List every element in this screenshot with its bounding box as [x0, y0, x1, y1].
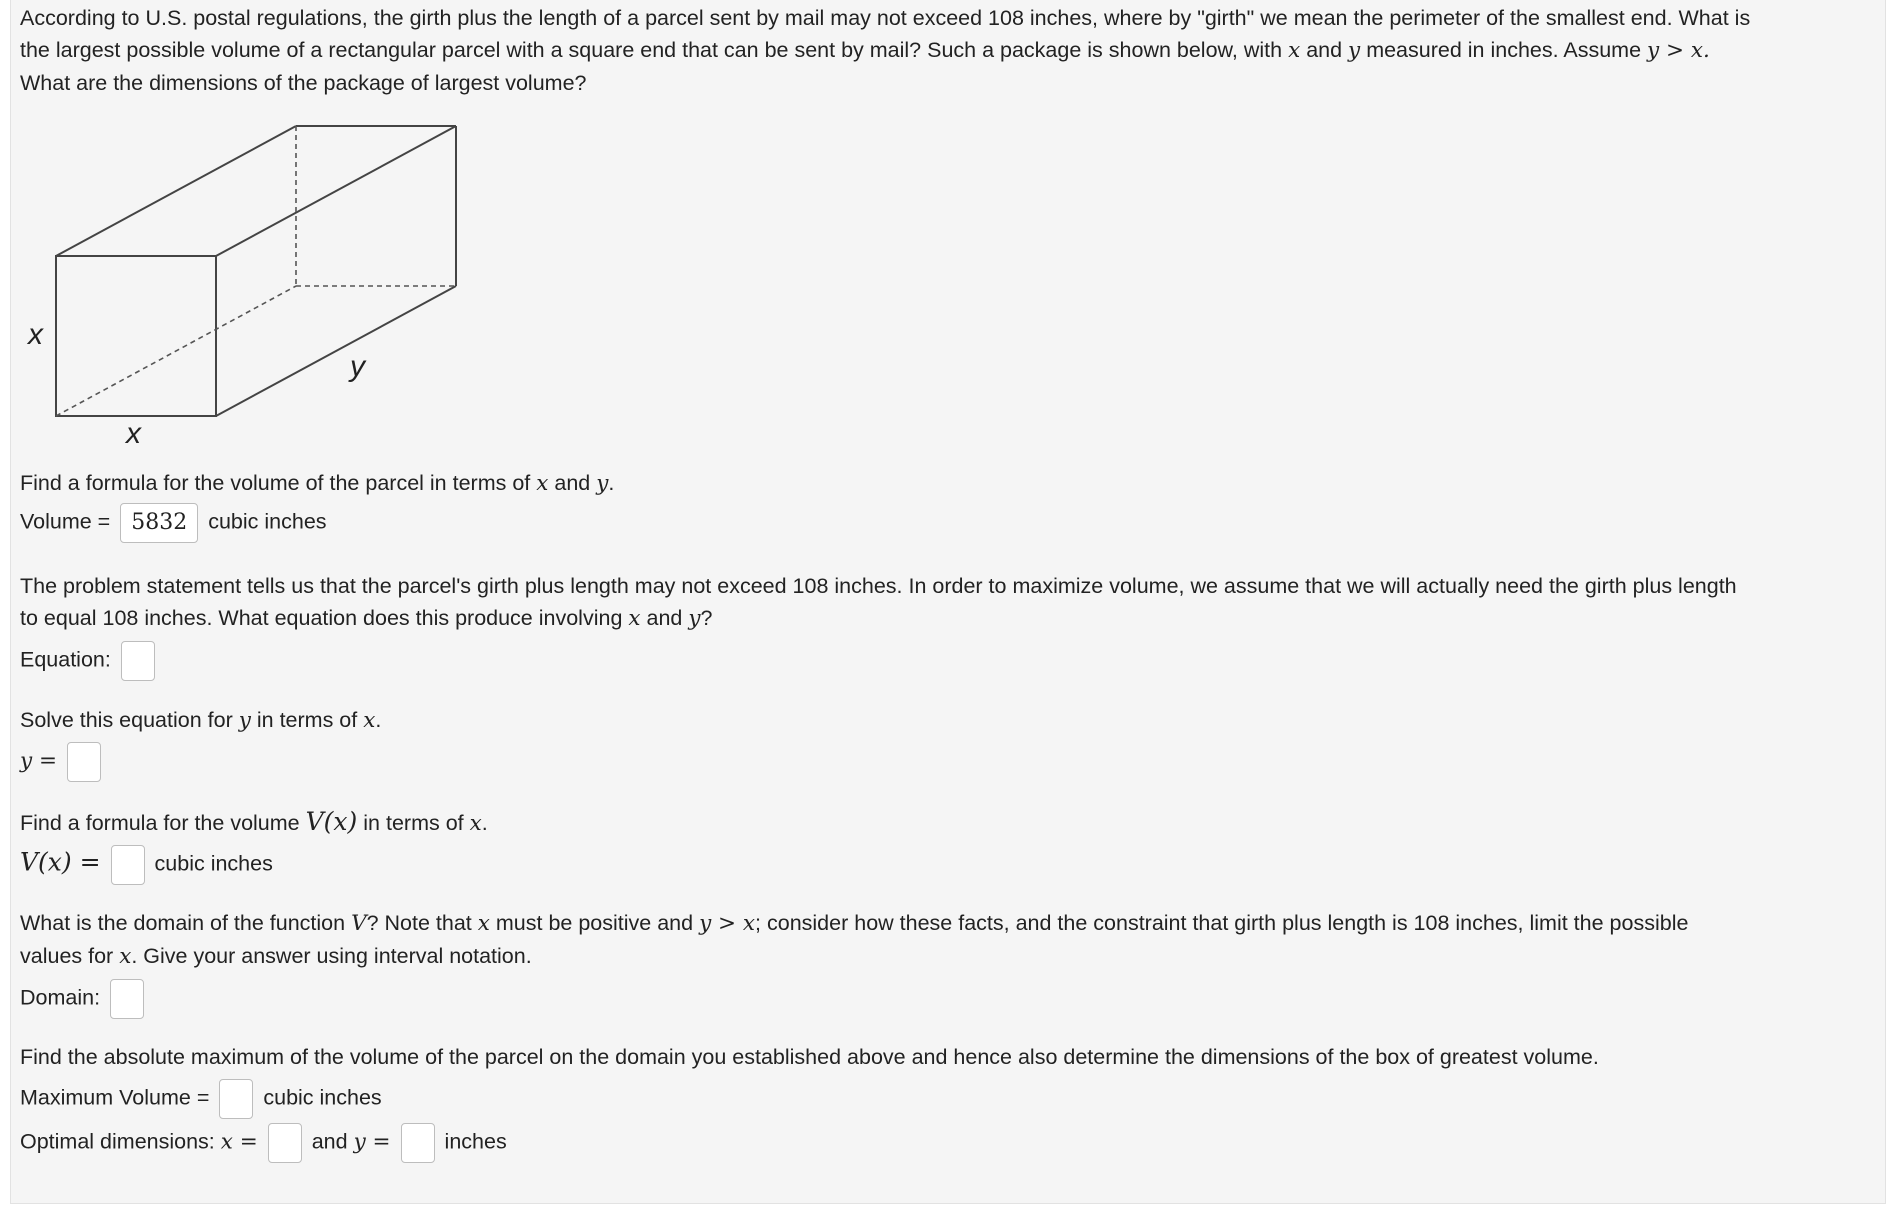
- domain-text-2a: values for: [20, 944, 114, 968]
- label-y: y: [350, 350, 365, 383]
- hidden-bottom-left-edge: [56, 286, 296, 416]
- domain-text-1c: must be positive and: [495, 911, 694, 935]
- equation-label: Equation:: [20, 647, 111, 672]
- volume-fn-label: V(x) =: [20, 847, 101, 877]
- domain-text-1b: ? Note that: [366, 911, 472, 935]
- equation-text-2c: ?: [700, 606, 713, 630]
- equation-text-2a: to equal 108 inches. What equation does this produce involving: [20, 606, 623, 630]
- front-face: [56, 256, 216, 416]
- volume-input[interactable]: 5832: [120, 503, 198, 543]
- problem-intro-text-3: What are the dimensions of the package of largest volume?: [20, 71, 587, 95]
- maximum-text: Find the absolute maximum of the volume of the parcel on the domain you established above and hence also determine the dimensions of the box of greatest volume.: [20, 1045, 1599, 1069]
- equation-text-line-1: [20, 573, 1737, 599]
- maximum-volume-row: [20, 1079, 382, 1119]
- top-left-edge: [56, 126, 296, 256]
- problem-intro-line-1: [20, 5, 1750, 31]
- var-x: x: [469, 811, 482, 836]
- optimal-x-label: x =: [220, 1129, 258, 1155]
- optimal-y-label: y =: [353, 1129, 391, 1155]
- solve-y-prompt: [20, 707, 381, 734]
- solve-y-label: y =: [20, 748, 57, 774]
- equation-row: [20, 641, 159, 681]
- maximum-volume-unit: cubic inches: [263, 1085, 382, 1110]
- domain-text-1a: What is the domain of the function: [20, 911, 346, 935]
- problem-intro-text-2a: the largest possible volume of a rectangular parcel with a square end that can be sent by mail? Such a package is shown below, with: [20, 38, 1283, 62]
- domain-text-line-1: [20, 910, 1688, 937]
- volume-fn-prompt: [20, 809, 488, 837]
- optimal-x-input[interactable]: [268, 1123, 302, 1163]
- optimal-dimensions-row: [20, 1123, 507, 1163]
- parcel-diagram: [16, 118, 476, 458]
- problem-intro-text-2c: measured in inches. Assume: [1366, 38, 1642, 62]
- label-x-side: x: [28, 318, 43, 351]
- volume-prompt-end: .: [608, 471, 615, 495]
- solve-y-row: [20, 742, 105, 782]
- solve-y-text-b: in terms of: [256, 708, 358, 732]
- optimal-dimensions-unit: inches: [444, 1129, 507, 1154]
- domain-text-line-2: [20, 943, 532, 970]
- var-x: x: [363, 708, 376, 733]
- domain-text-1d: ; consider how these facts, and the constraint that girth plus length is 108 inches, limit the possible: [755, 911, 1689, 935]
- equation-input[interactable]: [121, 641, 155, 681]
- top-right-edge: [216, 126, 456, 256]
- problem-intro-text-2b: and: [1306, 38, 1343, 62]
- maximum-volume-input[interactable]: [219, 1079, 253, 1119]
- domain-input[interactable]: [110, 979, 144, 1019]
- var-y: y: [688, 606, 701, 631]
- problem-intro-line-3: [20, 70, 587, 96]
- assume-expression: y > x.: [1647, 38, 1710, 63]
- optimal-y-input[interactable]: [401, 1123, 435, 1163]
- volume-fn-text-a: Find a formula for the volume: [20, 811, 300, 835]
- volume-fn-row: [20, 845, 273, 885]
- var-y: y: [1348, 38, 1361, 63]
- var-y: y: [238, 708, 251, 733]
- var-x: x: [119, 944, 132, 969]
- label-x-bottom: x: [126, 417, 141, 450]
- solve-y-text-a: Solve this equation for: [20, 708, 233, 732]
- volume-row: [20, 503, 327, 543]
- volume-fn-input[interactable]: [111, 845, 145, 885]
- volume-fn-text-b: in terms of: [363, 811, 464, 835]
- volume-fn-unit: cubic inches: [154, 851, 273, 876]
- volume-fn-symbol: V(x): [305, 807, 358, 836]
- maximum-text-line: [20, 1044, 1599, 1070]
- domain-expression: y > x: [699, 911, 756, 936]
- solve-y-text-c: .: [375, 708, 382, 732]
- equation-text-line-2: [20, 605, 713, 632]
- problem-intro-line-2: [20, 37, 1710, 64]
- volume-prompt-text-a: Find a formula for the volume of the parcel in terms of: [20, 471, 531, 495]
- var-y: y: [596, 471, 609, 496]
- domain-var-v: V: [351, 911, 367, 936]
- var-x: x: [477, 911, 490, 936]
- volume-unit: cubic inches: [208, 509, 327, 534]
- var-x: x: [628, 606, 641, 631]
- optimal-and-text: and: [311, 1129, 348, 1154]
- solve-y-input[interactable]: [67, 742, 101, 782]
- volume-fn-text-c: .: [481, 811, 488, 835]
- optimal-dimensions-label: Optimal dimensions:: [20, 1129, 215, 1154]
- maximum-volume-label: Maximum Volume =: [20, 1085, 210, 1110]
- bottom-right-edge: [216, 286, 456, 416]
- problem-intro-text-1: According to U.S. postal regulations, the girth plus the length of a parcel sent by mail may not exceed 108 inches, where by "girth" we mean the perimeter of the smallest end. What is: [20, 6, 1751, 30]
- equation-text-2b: and: [646, 606, 683, 630]
- domain-row: [20, 979, 148, 1019]
- equation-text-1: The problem statement tells us that the parcel's girth plus length may not exceed 108 inches. In order to maximize volume, we assume that we will actually need the girth plus length: [20, 574, 1737, 598]
- volume-prompt-text-b: and: [554, 471, 591, 495]
- var-x: x: [1288, 38, 1301, 63]
- domain-text-2b: . Give your answer using interval notation.: [131, 944, 532, 968]
- domain-label: Domain:: [20, 985, 101, 1010]
- volume-label: Volume =: [20, 509, 111, 534]
- var-x: x: [536, 471, 549, 496]
- volume-prompt: [20, 470, 614, 497]
